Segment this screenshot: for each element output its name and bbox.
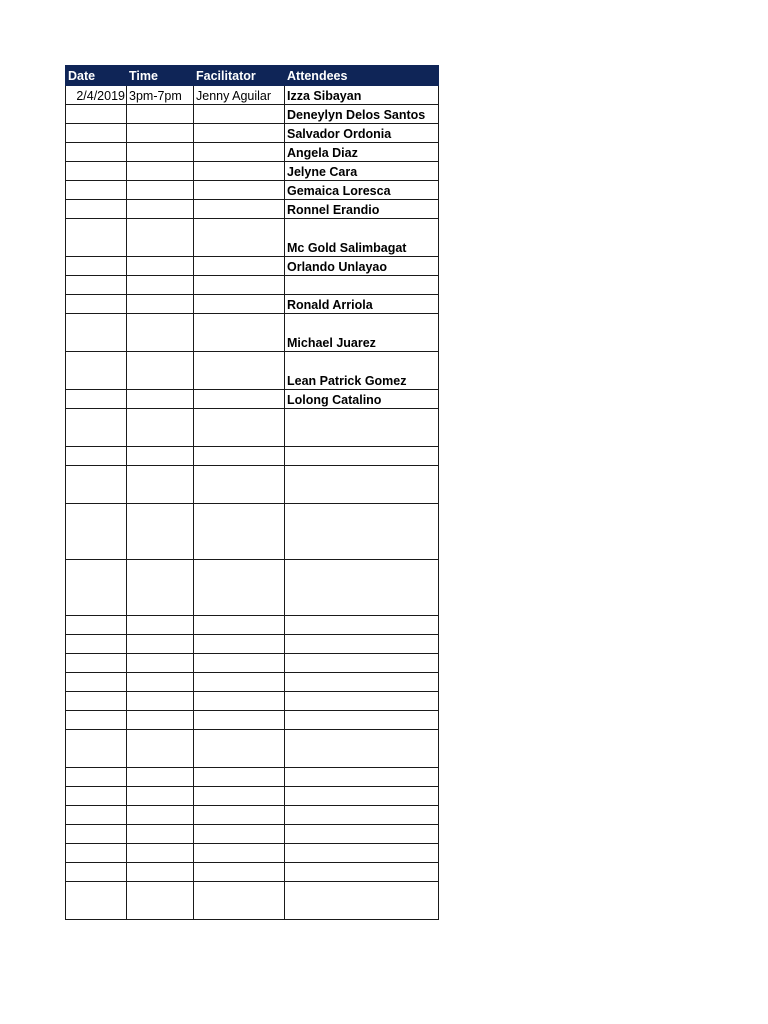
cell-attendee: Ronnel Erandio xyxy=(285,200,439,219)
cell-time xyxy=(127,863,194,882)
cell-facilitator xyxy=(194,730,285,768)
cell-facilitator xyxy=(194,787,285,806)
table-row xyxy=(66,181,439,200)
table-row xyxy=(66,295,439,314)
cell-date xyxy=(66,863,127,882)
cell-attendee: Angela Diaz xyxy=(285,143,439,162)
cell-time xyxy=(127,352,194,390)
cell-facilitator xyxy=(194,314,285,352)
cell-time xyxy=(127,276,194,295)
cell-date xyxy=(66,447,127,466)
cell-date: 2/4/2019 xyxy=(66,86,127,105)
cell-facilitator xyxy=(194,276,285,295)
cell-time xyxy=(127,844,194,863)
table-row xyxy=(66,447,439,466)
table-row xyxy=(66,616,439,635)
header-time: Time xyxy=(127,66,194,86)
cell-date xyxy=(66,105,127,124)
cell-time xyxy=(127,466,194,504)
cell-attendee xyxy=(285,504,439,560)
cell-date xyxy=(66,466,127,504)
table-row xyxy=(66,504,439,560)
cell-date xyxy=(66,882,127,920)
cell-attendee: Lean Patrick Gomez xyxy=(285,352,439,390)
cell-date xyxy=(66,692,127,711)
cell-attendee xyxy=(285,654,439,673)
table-row xyxy=(66,200,439,219)
cell-facilitator xyxy=(194,409,285,447)
cell-facilitator xyxy=(194,447,285,466)
cell-date xyxy=(66,768,127,787)
cell-attendee: Gemaica Loresca xyxy=(285,181,439,200)
cell-facilitator xyxy=(194,844,285,863)
table-row xyxy=(66,863,439,882)
cell-date xyxy=(66,314,127,352)
cell-attendee xyxy=(285,447,439,466)
cell-date xyxy=(66,844,127,863)
cell-attendee: Lolong Catalino xyxy=(285,390,439,409)
cell-attendee xyxy=(285,616,439,635)
cell-date xyxy=(66,257,127,276)
cell-attendee: Ronald Arriola xyxy=(285,295,439,314)
cell-attendee: Izza Sibayan xyxy=(285,86,439,105)
cell-time xyxy=(127,730,194,768)
table-row xyxy=(66,390,439,409)
cell-facilitator xyxy=(194,806,285,825)
table-row xyxy=(66,711,439,730)
cell-facilitator xyxy=(194,143,285,162)
cell-attendee xyxy=(285,825,439,844)
cell-facilitator xyxy=(194,825,285,844)
table-row xyxy=(66,105,439,124)
cell-facilitator xyxy=(194,768,285,787)
cell-date xyxy=(66,200,127,219)
cell-facilitator xyxy=(194,863,285,882)
cell-date xyxy=(66,825,127,844)
cell-time xyxy=(127,409,194,447)
table-body xyxy=(66,86,439,920)
cell-time: 3pm-7pm xyxy=(127,86,194,105)
cell-attendee: Orlando Unlayao xyxy=(285,257,439,276)
cell-attendee: Jelyne Cara xyxy=(285,162,439,181)
cell-time xyxy=(127,768,194,787)
table-row xyxy=(66,276,439,295)
table-row xyxy=(66,86,439,105)
cell-attendee: Michael Juarez xyxy=(285,314,439,352)
cell-time xyxy=(127,825,194,844)
cell-time xyxy=(127,105,194,124)
cell-attendee: Deneylyn Delos Santos xyxy=(285,105,439,124)
table-row xyxy=(66,806,439,825)
cell-time xyxy=(127,882,194,920)
table-row xyxy=(66,768,439,787)
table-row xyxy=(66,257,439,276)
cell-date xyxy=(66,504,127,560)
cell-date xyxy=(66,352,127,390)
table-row xyxy=(66,352,439,390)
cell-date xyxy=(66,295,127,314)
table-row xyxy=(66,825,439,844)
cell-facilitator xyxy=(194,257,285,276)
table-row xyxy=(66,466,439,504)
cell-time xyxy=(127,504,194,560)
cell-attendee: Mc Gold Salimbagat xyxy=(285,219,439,257)
table-row xyxy=(66,314,439,352)
table-row xyxy=(66,787,439,806)
cell-time xyxy=(127,162,194,181)
cell-date xyxy=(66,635,127,654)
cell-facilitator xyxy=(194,673,285,692)
cell-facilitator xyxy=(194,635,285,654)
header-facilitator: Facilitator xyxy=(194,66,285,86)
attendance-table xyxy=(65,65,439,920)
cell-attendee xyxy=(285,806,439,825)
attendance-sheet xyxy=(65,65,439,920)
header-date: Date xyxy=(66,66,127,86)
cell-attendee xyxy=(285,276,439,295)
cell-facilitator xyxy=(194,616,285,635)
cell-time xyxy=(127,692,194,711)
cell-facilitator xyxy=(194,352,285,390)
cell-facilitator xyxy=(194,882,285,920)
cell-facilitator xyxy=(194,654,285,673)
cell-date xyxy=(66,409,127,447)
cell-time xyxy=(127,447,194,466)
cell-time xyxy=(127,616,194,635)
cell-attendee xyxy=(285,635,439,654)
cell-time xyxy=(127,124,194,143)
cell-time xyxy=(127,654,194,673)
cell-facilitator xyxy=(194,124,285,143)
cell-facilitator xyxy=(194,181,285,200)
cell-date xyxy=(66,673,127,692)
cell-date xyxy=(66,181,127,200)
cell-date xyxy=(66,124,127,143)
cell-time xyxy=(127,711,194,730)
table-row xyxy=(66,654,439,673)
cell-attendee xyxy=(285,466,439,504)
cell-date xyxy=(66,730,127,768)
cell-time xyxy=(127,673,194,692)
cell-attendee xyxy=(285,409,439,447)
cell-time xyxy=(127,560,194,616)
cell-date xyxy=(66,787,127,806)
cell-date xyxy=(66,143,127,162)
cell-facilitator xyxy=(194,711,285,730)
cell-attendee xyxy=(285,863,439,882)
table-row xyxy=(66,844,439,863)
cell-facilitator xyxy=(194,162,285,181)
table-row xyxy=(66,409,439,447)
header-row xyxy=(66,66,439,86)
table-row xyxy=(66,143,439,162)
table-row xyxy=(66,560,439,616)
table-row xyxy=(66,882,439,920)
cell-time xyxy=(127,635,194,654)
cell-time xyxy=(127,390,194,409)
cell-facilitator xyxy=(194,219,285,257)
cell-date xyxy=(66,219,127,257)
cell-time xyxy=(127,787,194,806)
cell-facilitator xyxy=(194,692,285,711)
cell-time xyxy=(127,200,194,219)
cell-date xyxy=(66,560,127,616)
cell-date xyxy=(66,390,127,409)
cell-attendee xyxy=(285,882,439,920)
cell-attendee xyxy=(285,787,439,806)
table-row xyxy=(66,124,439,143)
cell-attendee xyxy=(285,560,439,616)
cell-time xyxy=(127,806,194,825)
cell-attendee xyxy=(285,730,439,768)
cell-attendee: Salvador Ordonia xyxy=(285,124,439,143)
cell-time xyxy=(127,181,194,200)
cell-facilitator xyxy=(194,105,285,124)
cell-attendee xyxy=(285,844,439,863)
cell-date xyxy=(66,162,127,181)
cell-date xyxy=(66,654,127,673)
cell-time xyxy=(127,257,194,276)
cell-facilitator xyxy=(194,390,285,409)
header-attendees: Attendees xyxy=(285,66,439,86)
cell-date xyxy=(66,276,127,295)
table-row xyxy=(66,692,439,711)
table-row xyxy=(66,673,439,692)
cell-attendee xyxy=(285,692,439,711)
cell-facilitator: Jenny Aguilar xyxy=(194,86,285,105)
cell-date xyxy=(66,806,127,825)
cell-time xyxy=(127,314,194,352)
cell-attendee xyxy=(285,711,439,730)
cell-date xyxy=(66,711,127,730)
cell-facilitator xyxy=(194,560,285,616)
cell-facilitator xyxy=(194,504,285,560)
cell-facilitator xyxy=(194,295,285,314)
table-row xyxy=(66,219,439,257)
table-row xyxy=(66,162,439,181)
table-row xyxy=(66,730,439,768)
cell-facilitator xyxy=(194,200,285,219)
cell-attendee xyxy=(285,768,439,787)
cell-time xyxy=(127,143,194,162)
cell-attendee xyxy=(285,673,439,692)
table-row xyxy=(66,635,439,654)
cell-facilitator xyxy=(194,466,285,504)
cell-date xyxy=(66,616,127,635)
cell-time xyxy=(127,219,194,257)
cell-time xyxy=(127,295,194,314)
